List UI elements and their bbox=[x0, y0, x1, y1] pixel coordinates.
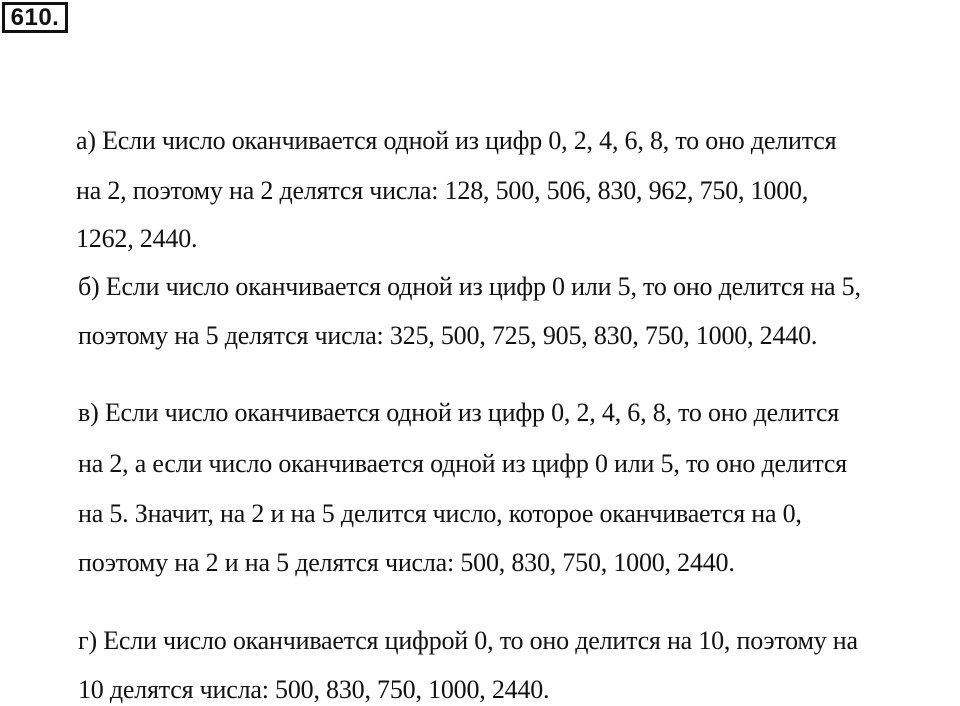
paragraph-v-line-4: поэтому на 2 и на 5 делятся числа: 500, 830, 750, 1000, 2440. bbox=[78, 548, 735, 577]
paragraph-g-line-1: г) Если число оканчивается цифрой 0, то оно делится на 10, поэтому на bbox=[78, 626, 858, 655]
paragraph-a-line-2: на 2, поэтому на 2 делятся числа: 128, 500, 506, 830, 962, 750, 1000, bbox=[76, 176, 809, 205]
paragraph-b-line-1: б) Если число оканчивается одной из цифр 0 или 5, то оно делится на 5, bbox=[78, 272, 861, 301]
paragraph-a-line-3: 1262, 2440. bbox=[76, 224, 198, 253]
paragraph-b-line-2: поэтому на 5 делятся числа: 325, 500, 725, 905, 830, 750, 1000, 2440. bbox=[78, 321, 818, 350]
paragraph-a-line-1: а) Если число оканчивается одной из цифр 0, 2, 4, 6, 8, то оно делится bbox=[76, 126, 837, 155]
paragraph-v-line-3: на 5. Значит, на 2 и на 5 делится число, которое оканчивается на 0, bbox=[78, 499, 802, 528]
problem-number: 610. bbox=[2, 2, 68, 33]
paragraph-g-line-2: 10 делятся числа: 500, 830, 750, 1000, 2440. bbox=[78, 675, 550, 704]
paragraph-v-line-1: в) Если число оканчивается одной из цифр 0, 2, 4, 6, 8, то оно делится bbox=[78, 398, 840, 427]
paragraph-v-line-2: на 2, а если число оканчивается одной из цифр 0 или 5, то оно делится bbox=[78, 449, 847, 478]
